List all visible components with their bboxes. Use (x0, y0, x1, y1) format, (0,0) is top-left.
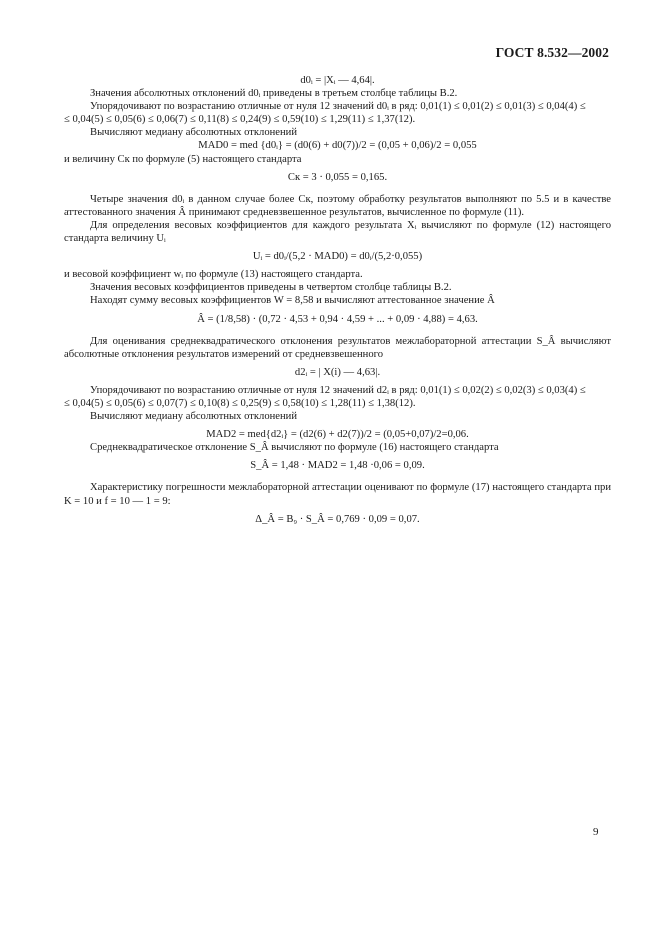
paragraph-d2-ordered-2: ≤ 0,04(5) ≤ 0,05(6) ≤ 0,07(7) ≤ 0,10(8) ≤ 0,25(9) ≤ 0,58(10) ≤ 1,28(11) ≤ 1,38(12). (64, 397, 416, 409)
formula-d0: d0ᵢ = |Xᵢ — 4,64|. (300, 75, 375, 86)
paragraph-std-formula: Среднеквадратическое отклонение S_Â вычисляют по формуле (16) настоящего стандарта (90, 442, 499, 454)
paragraph-error-characteristic: Характеристику погрешности межлабораторной аттестации оценивают по формуле (17) настоящего стандарта при K = 10 и f = 10 — 1 = 9: (64, 482, 611, 507)
formula-delta: Δ_Â = B₉ · S_Â = 0,769 · 0,09 = 0,07. (255, 513, 420, 525)
formula-d2: d2ᵢ = | X(i) — 4,63|. (294, 366, 381, 378)
paragraph-ck-intro: и величину Cк по формуле (5) настоящего стандарта (64, 153, 302, 165)
standard-header: ГОСТ 8.532—2002 (495, 45, 609, 60)
paragraph-median-intro-2: Вычисляют медиану абсолютных отклонений (90, 411, 298, 423)
paragraph-four-values: Четыре значения d0ᵢ в данном случае более Cк, поэтому обработку результатов выполняют по 5.5 и в качестве аттестованного значения Â принимают средневзвешенное результатов, вычисленное по формуле (11). (64, 193, 611, 218)
paragraph-d2-ordered-1: Упорядочивают по возрастанию отличные от нуля 12 значений d2ᵢ в ряд: 0,01(1) ≤ 0,02(2) ≤ 0,02(3) ≤ 0,03(4) ≤ (90, 384, 586, 396)
paragraph-d0-ordered-1: Упорядочивают по возрастанию отличные от нуля 12 значений d0ᵢ в ряд: 0,01(1) ≤ 0,01(2) ≤ 0,01(3) ≤ 0,04(4) ≤ (90, 101, 586, 113)
paragraph-d0-ordered-2: ≤ 0,04(5) ≤ 0,05(6) ≤ 0,06(7) ≤ 0,11(8) ≤ 0,24(9) ≤ 0,59(10) ≤ 1,29(11) ≤ 1,37(12). (64, 114, 416, 126)
formula-u: Uᵢ = d0ᵢ/(5,2 · MAD0) = d0ᵢ/(5,2·0,055) (252, 251, 423, 263)
formula-mad2: MAD2 = med{d2ᵢ} = (d2(6) + d2(7))/2 = (0,05+0,07)/2=0,06. (206, 429, 469, 441)
formula-a-hat: Â = (1/8,58) · (0,72 · 4,53 + 0,94 · 4,59 + ... + 0,09 · 4,88) = 4,63. (197, 313, 478, 325)
paragraph-median-intro-1: Вычисляют медиану абсолютных отклонений (90, 127, 298, 139)
formula-s: S_Â = 1,48 · MAD2 = 1,48 ·0,06 = 0,09. (250, 460, 425, 472)
document-body (64, 74, 611, 526)
paragraph-weights-table: Значения весовых коэффициентов приведены в четвертом столбце таблицы В.2. (90, 282, 452, 294)
paragraph-weights-sum: Находят сумму весовых коэффициентов W = 8,58 и вычисляют аттестованное значение Â (90, 295, 495, 307)
paragraph-weight-coefficient: и весовой коэффициент wᵢ по формуле (13) настоящего стандарта. (64, 269, 363, 281)
page-number: 9 (593, 826, 599, 838)
paragraph-std-intro: Для оценивания среднеквадратического отклонения результатов межлабораторной аттестации S_Â вычисляют абсолютные отклонения результатов измерений от средневзвешенного (64, 335, 611, 360)
paragraph-weights-intro: Для определения весовых коэффициентов для каждого результата Xᵢ вычисляют по формуле (12) настоящего стандарта величину Uᵢ (64, 219, 611, 245)
paragraph-d0-values: Значения абсолютных отклонений d0ᵢ приведены в третьем столбце таблицы В.2. (90, 88, 458, 100)
formula-mad0: MAD0 = med {d0ᵢ} = (d0(6) + d0(7))/2 = (0,05 + 0,06)/2 = 0,055 (198, 140, 477, 152)
formula-ck: Cк = 3 · 0,055 = 0,165. (287, 171, 388, 183)
